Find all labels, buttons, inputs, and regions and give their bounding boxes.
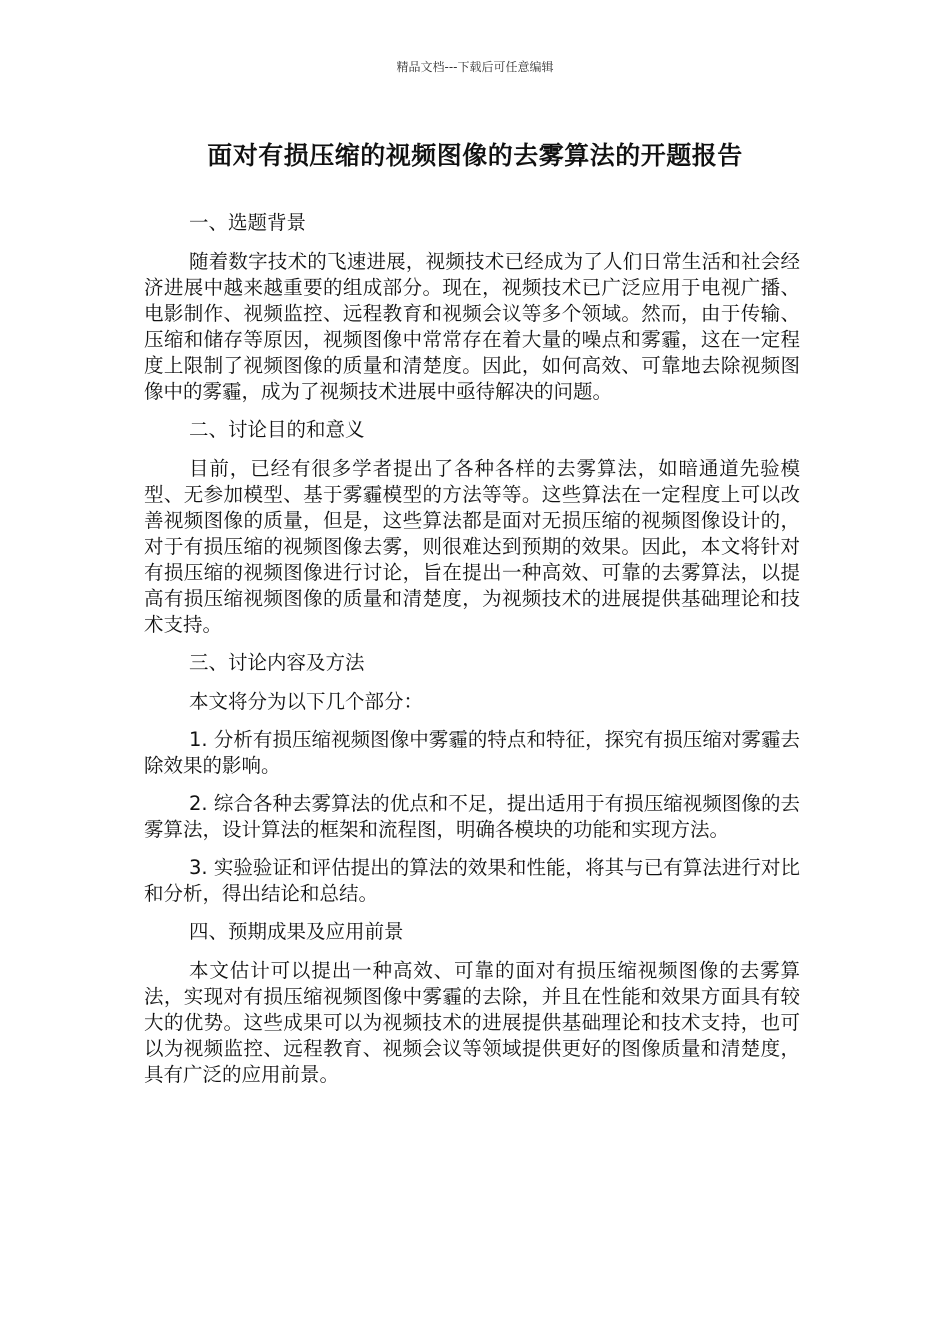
document-body: [144, 210, 800, 1100]
list-item-3: 3. 实验验证和评估提出的算法的效果和性能，将其与已有算法进行对比和分析，得出结论和总结。: [144, 856, 800, 905]
list-item-1: 1. 分析有损压缩视频图像中雾霾的特点和特征，探究有损压缩对雾霾去除效果的影响。: [144, 728, 800, 777]
document-title: 面对有损压缩的视频图像的去雾算法的开题报告: [207, 141, 743, 170]
paragraph-background: 随着数字技术的飞速进展，视频技术已经成为了人们日常生活和社会经济进展中越来越重要的组成部分。现在，视频技术已广泛应用于电视广播、电影制作、视频监控、远程教育和视频会议等多个领域。然而，由于传输、压缩和储存等原因，视频图像中常常存在着大量的噪点和雾霾，这在一定程度上限制了视频图像的质量和清楚度。因此，如何高效、可靠地去除视频图像中的雾霾，成为了视频技术进展中亟待解决的问题。: [144, 250, 800, 403]
section-heading-purpose: 二、讨论目的和意义: [189, 418, 365, 441]
header-note: 精品文档---下载后可任意编辑: [396, 60, 554, 74]
section-heading-content-method: 三、讨论内容及方法: [189, 651, 365, 674]
list-item-2: 2. 综合各种去雾算法的优点和不足，提出适用于有损压缩视频图像的去雾算法，设计算法的框架和流程图，明确各模块的功能和实现方法。: [144, 792, 800, 841]
paragraph-outcomes: 本文估计可以提出一种高效、可靠的面对有损压缩视频图像的去雾算法，实现对有损压缩视频图像中雾霾的去除，并且在性能和效果方面具有较大的优势。这些成果可以为视频技术的进展提供基础理论和技术支持，也可以为视频监控、远程教育、视频会议等领域提供更好的图像质量和清楚度，具有广泛的应用前景。: [144, 959, 800, 1086]
paragraph-parts-intro: 本文将分为以下几个部分：: [189, 690, 424, 713]
paragraph-purpose: 目前，已经有很多学者提出了各种各样的去雾算法，如暗通道先验模型、无参加模型、基于雾霾模型的方法等等。这些算法在一定程度上可以改善视频图像的质量，但是，这些算法都是面对无损压缩的视频图像设计的，对于有损压缩的视频图像去雾，则很难达到预期的效果。因此，本文将针对有损压缩的视频图像进行讨论，旨在提出一种高效、可靠的去雾算法，以提高有损压缩视频图像的质量和清楚度，为视频技术的进展提供基础理论和技术支持。: [144, 457, 800, 636]
section-heading-outcomes: 四、预期成果及应用前景: [189, 920, 404, 943]
section-heading-background: 一、选题背景: [189, 211, 307, 234]
